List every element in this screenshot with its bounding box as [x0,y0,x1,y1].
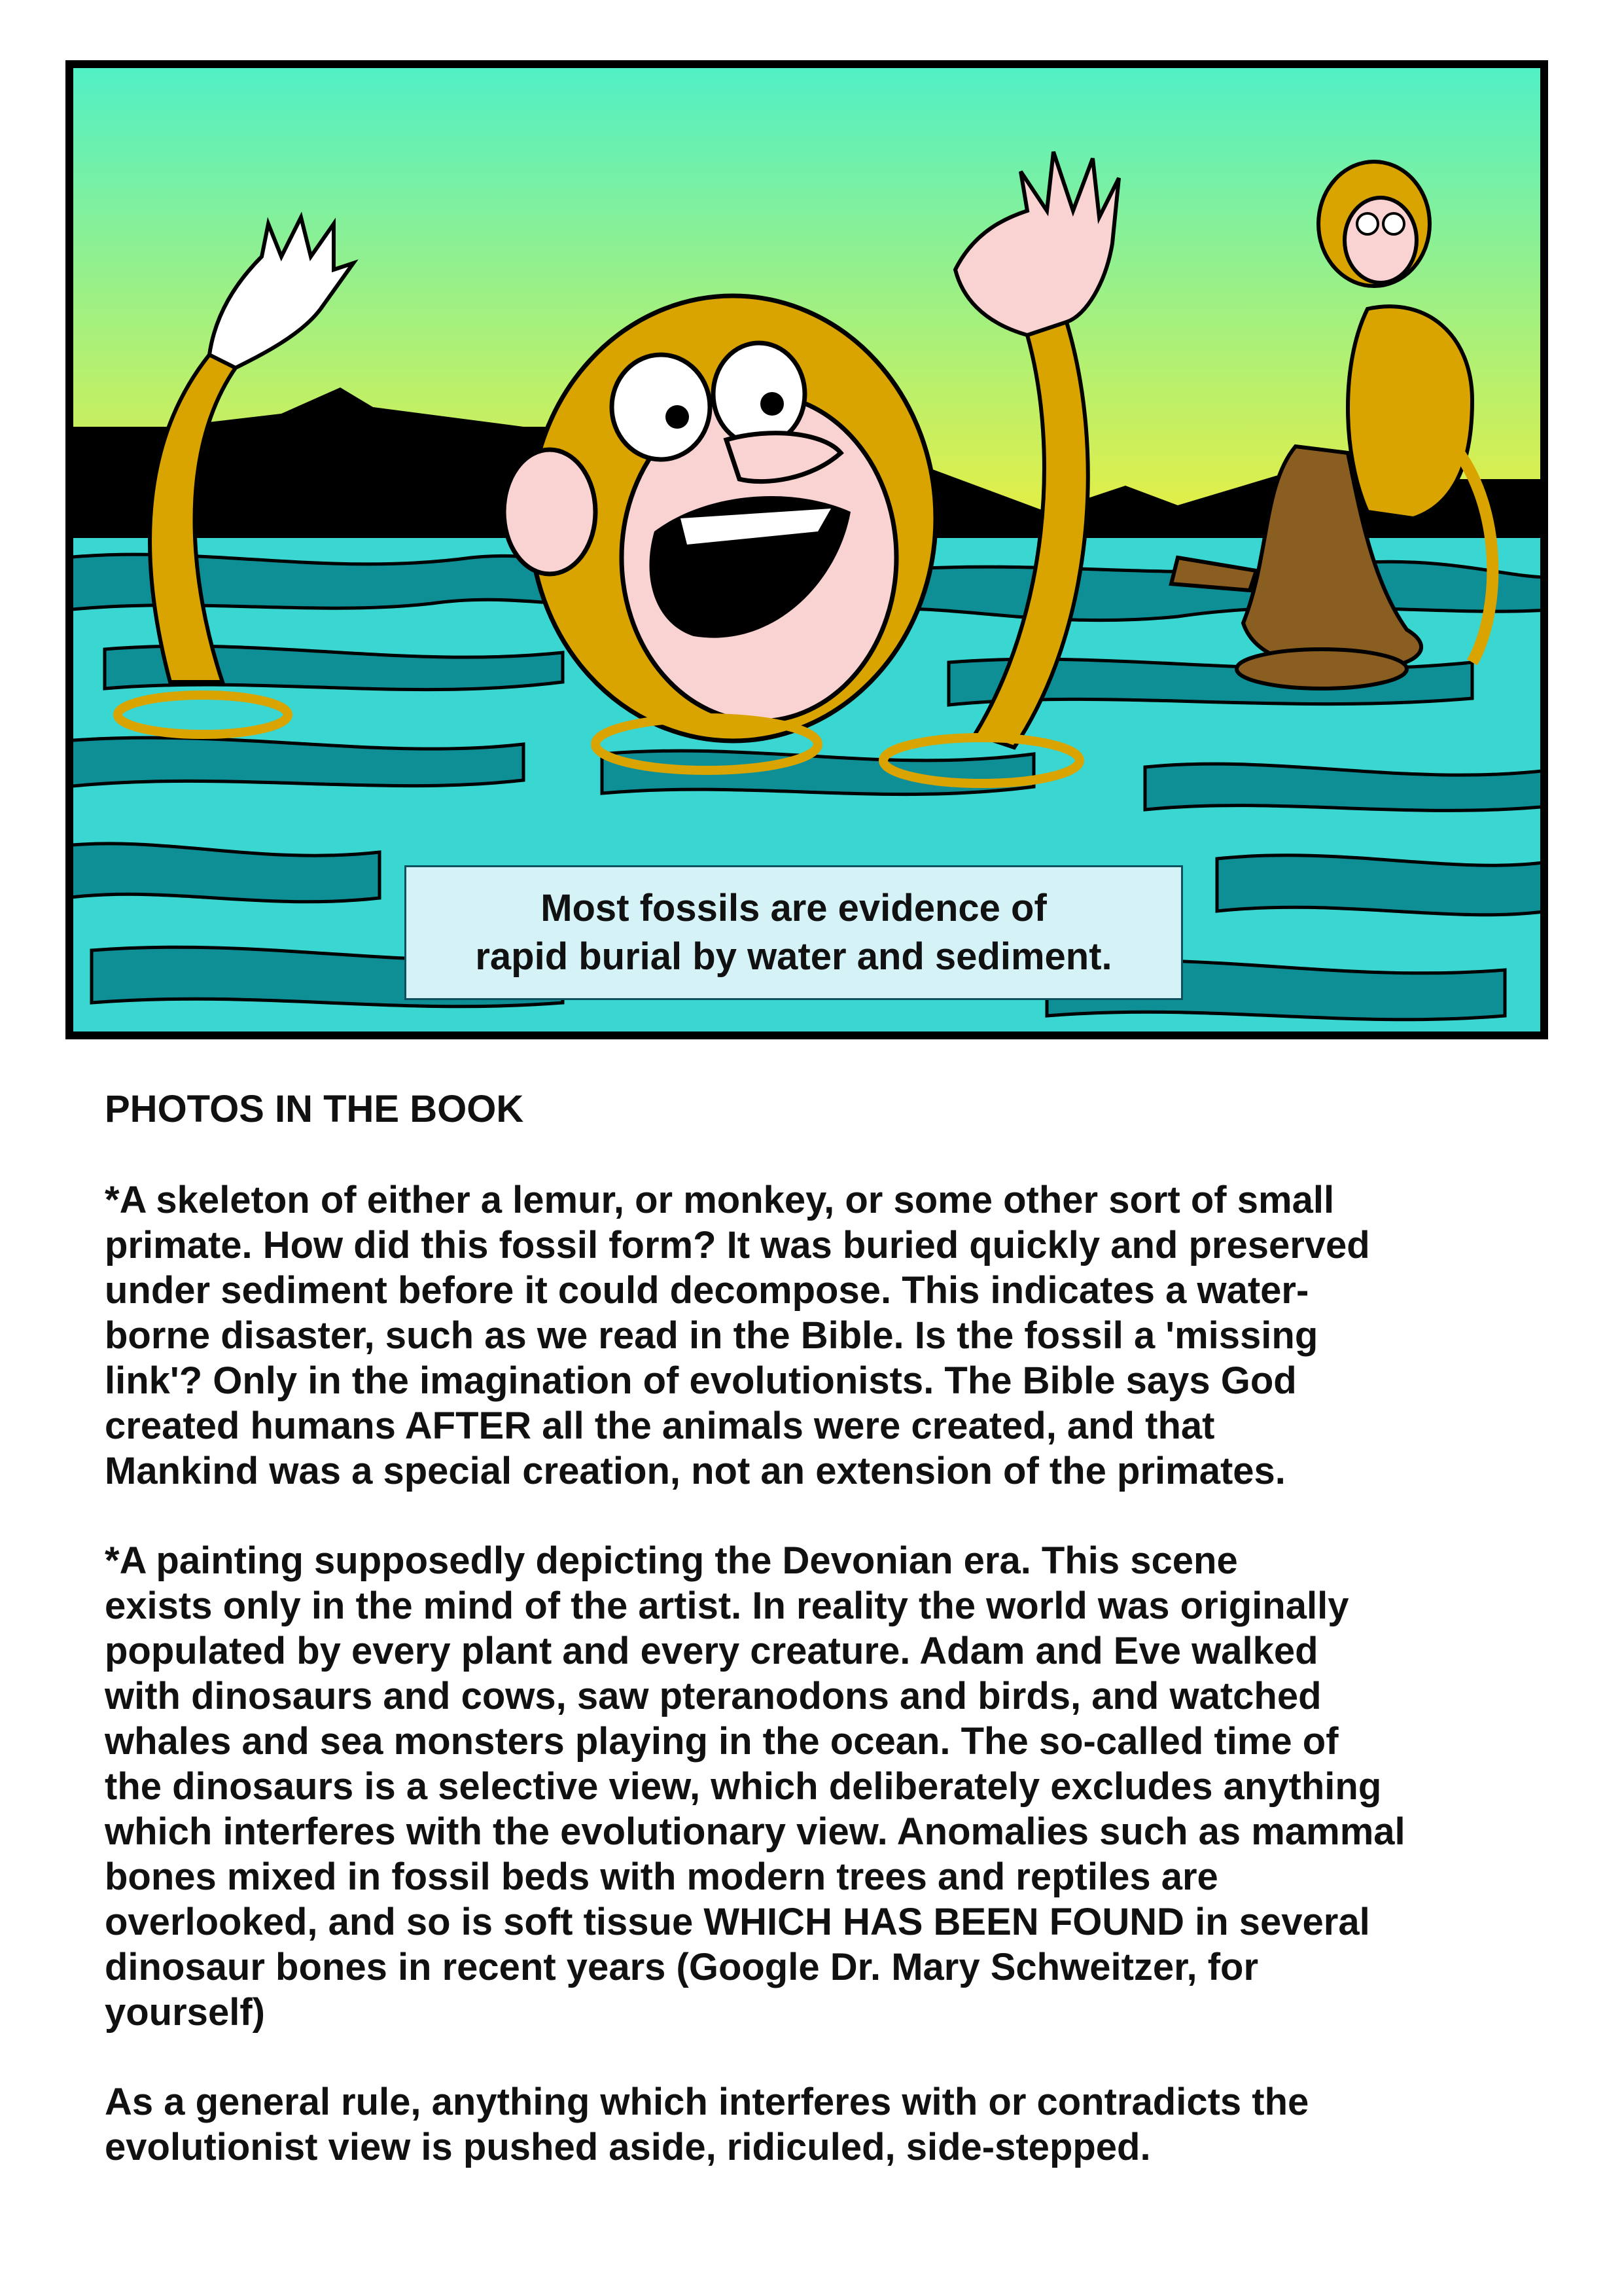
text-line: under sediment before it could decompose. This indicates a water- [105,1269,1309,1312]
text-line: populated by every plant and every creature. Adam and Eve walked [105,1630,1318,1672]
caption-line-1: Most fossils are evidence of [540,887,1047,929]
caption-box [404,865,1183,1000]
paragraph-general-rule [105,2079,1570,2170]
text-line: primate. How did this fossil form? It was buried quickly and preserved [105,1224,1370,1266]
text-line: exists only in the mind of the artist. In reality the world was originally [105,1585,1349,1627]
text-line: with dinosaurs and cows, saw pteranodons and birds, and watched [105,1675,1322,1717]
text-line: Mankind was a special creation, not an extension of the primates. [105,1450,1286,1492]
text-line: evolutionist view is pushed aside, ridiculed, side-stepped. [105,2126,1151,2168]
caption-line-2: rapid burial by water and sediment. [475,935,1112,978]
swimmer-ear [504,450,595,574]
text-line: overlooked, and so is soft tissue WHICH HAS BEEN FOUND in several [105,1901,1370,1943]
text-line: link'? Only in the imagination of evolutionists. The Bible says God [105,1359,1297,1402]
swimmer-eye-right [713,343,805,445]
text-line: the dinosaurs is a selective view, which deliberately excludes anything [105,1765,1382,1808]
article-body [105,1086,1570,2214]
article-heading: PHOTOS IN THE BOOK [105,1088,524,1130]
text-line: created humans AFTER all the animals were created, and that [105,1405,1215,1447]
paragraph-skeleton [105,1177,1570,1494]
text-line: which interferes with the evolutionary view. Anomalies such as mammal [105,1810,1405,1853]
text-line: *A painting supposedly depicting the Devonian era. This scene [105,1539,1238,1582]
text-line: *A skeleton of either a lemur, or monkey, or some other sort of small [105,1179,1335,1221]
text-line: yourself) [105,1991,265,2034]
text-line: whales and sea monsters playing in the ocean. The so-called time of [105,1720,1339,1763]
text-line: As a general rule, anything which interferes with or contradicts the [105,2081,1309,2123]
cartoon-panel [65,60,1548,1039]
text-line: bones mixed in fossil beds with modern trees and reptiles are [105,1856,1218,1898]
paragraph-devonian-painting [105,1538,1570,2035]
monkey-body [1348,306,1472,518]
text-line: dinosaur bones in recent years (Google Dr. Mary Schweitzer, for [105,1946,1259,1988]
text-line: borne disaster, such as we read in the Bible. Is the fossil a 'missing [105,1314,1318,1357]
swimmer-eye-left [612,355,710,459]
